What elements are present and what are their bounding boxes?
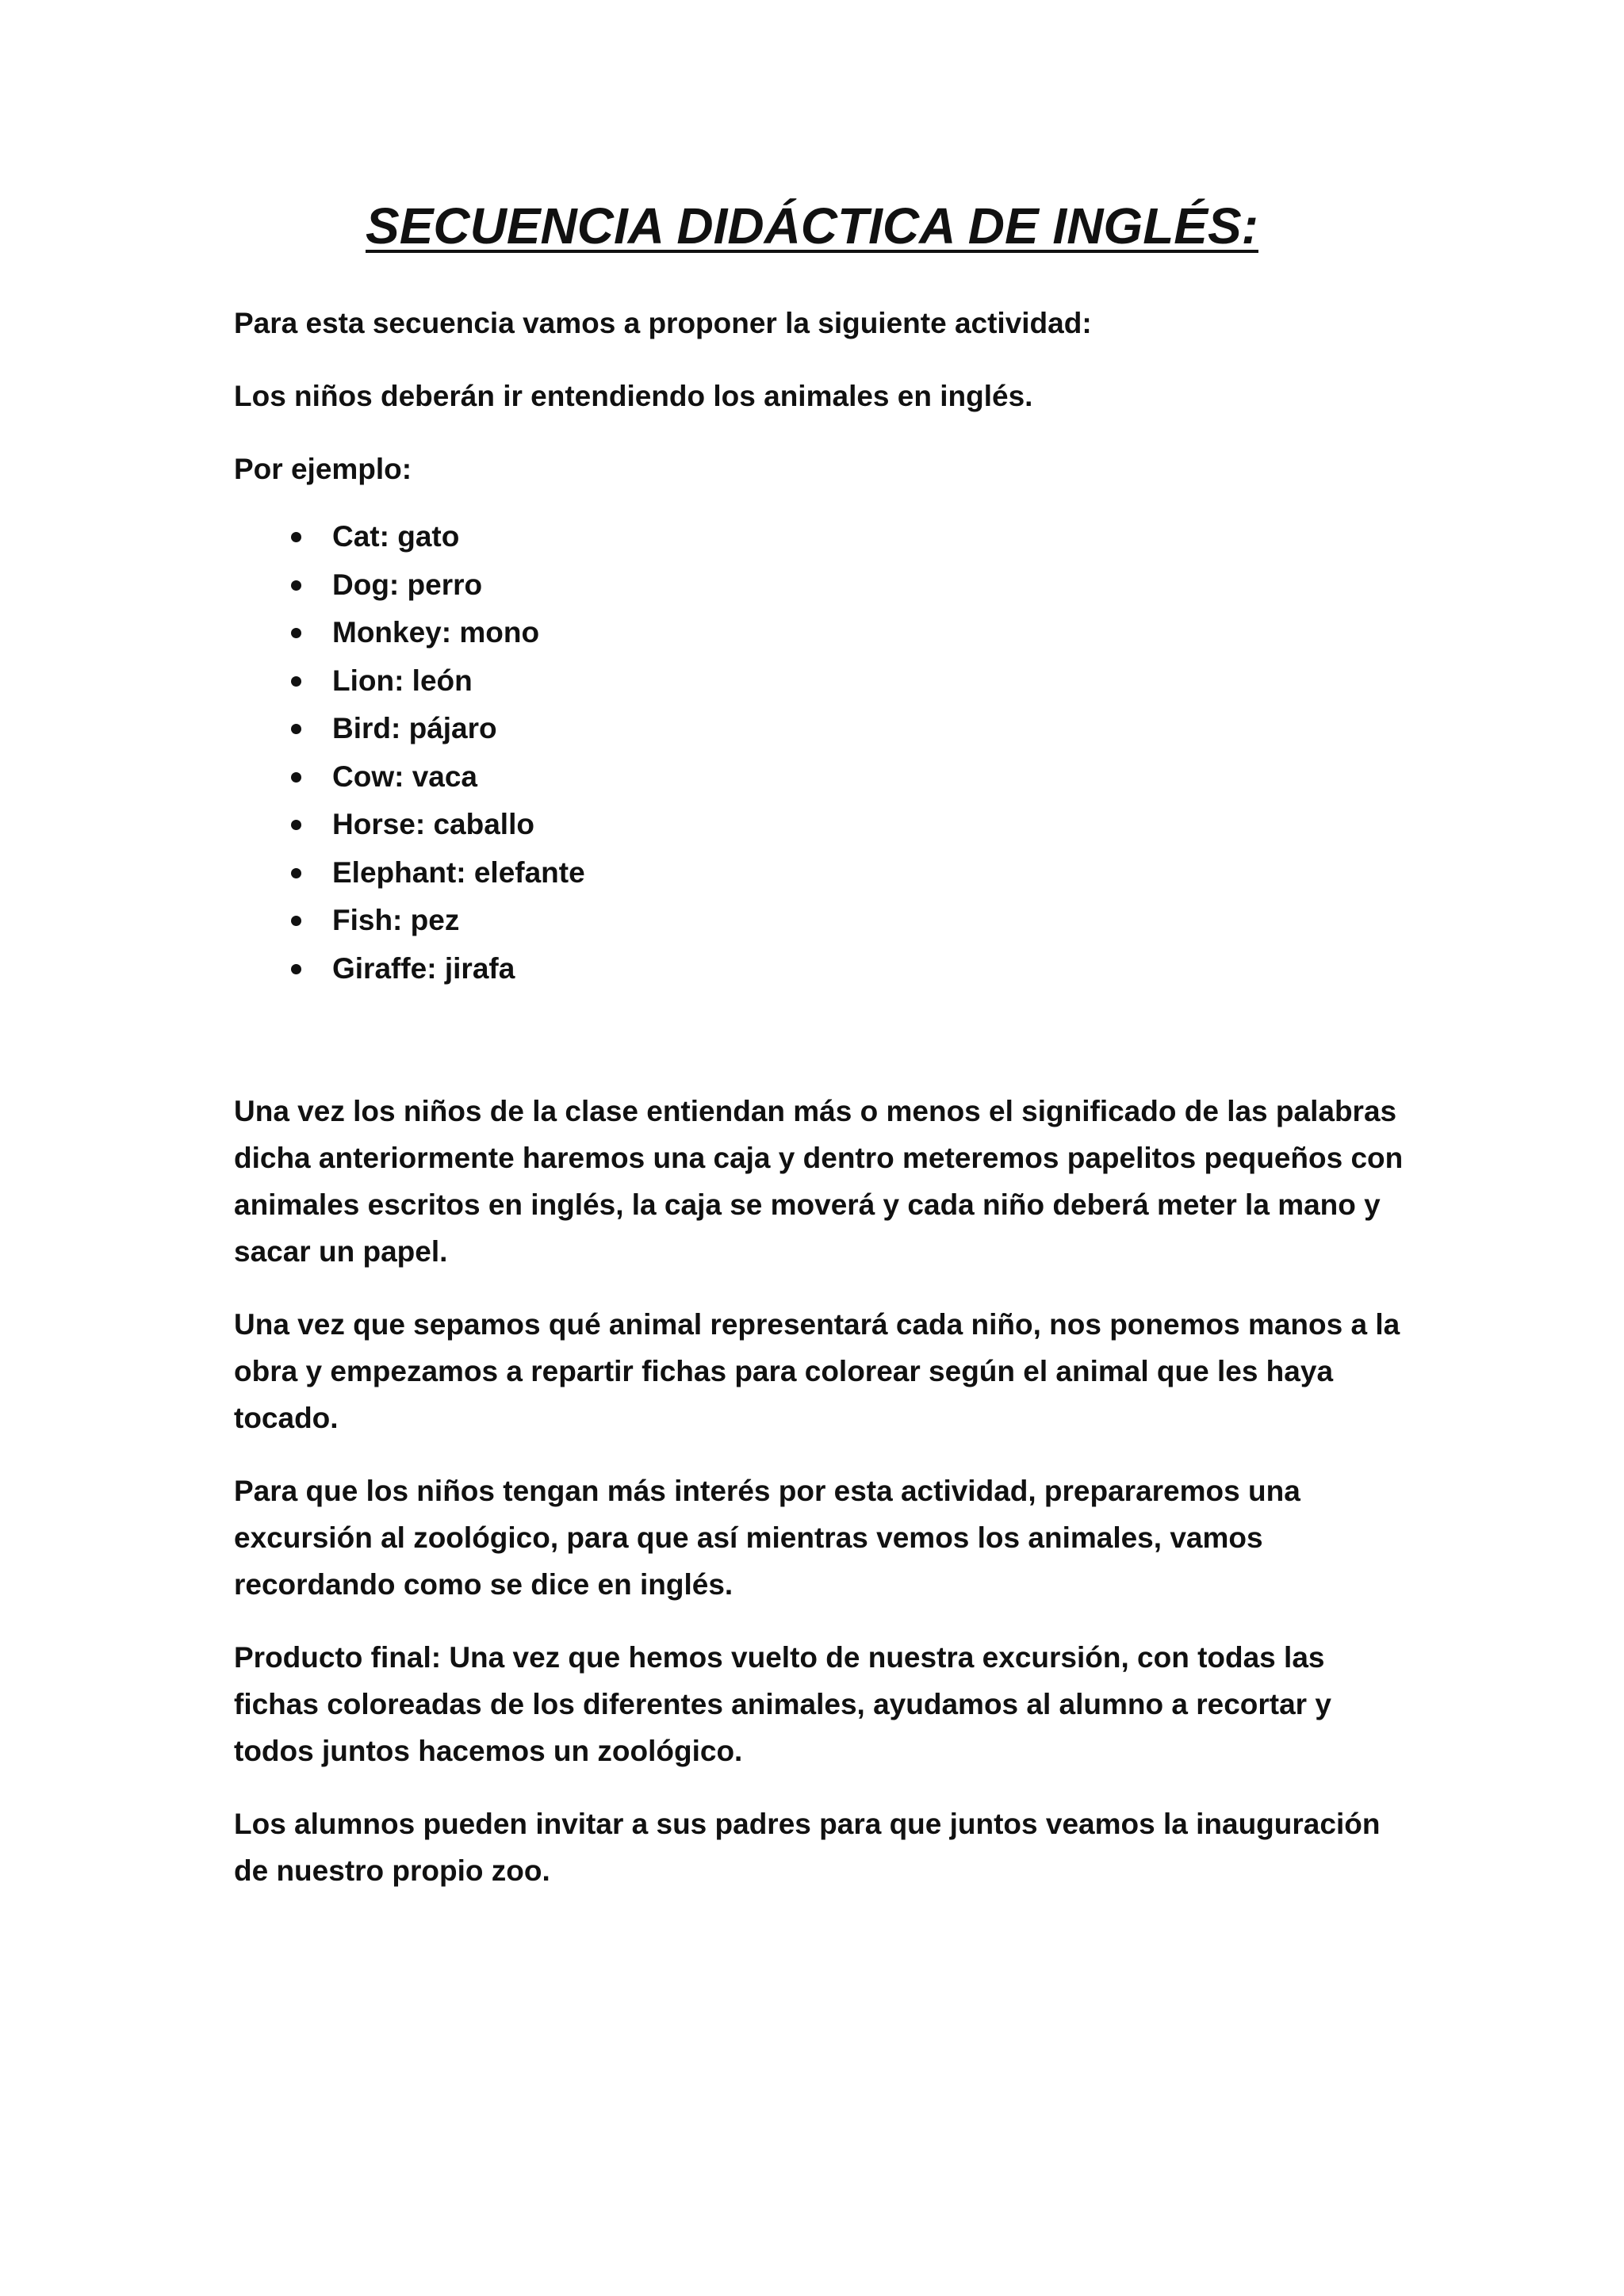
list-item-text: Elephant: elefante (332, 855, 585, 889)
list-item (234, 705, 1408, 753)
bullet-icon (291, 820, 301, 830)
body-paragraph-5: Los alumnos pueden invitar a sus padres para que juntos veamos la inauguración de nuestro propio zoo. (234, 1808, 1381, 1887)
bullet-icon (291, 916, 301, 926)
list-item-text: Cow: vaca (332, 760, 478, 793)
list-item-text: Giraffe: jirafa (332, 951, 515, 985)
bullet-icon (291, 724, 301, 734)
document-title: SECUENCIA DIDÁCTICA DE INGLÉS: (366, 197, 1258, 254)
document-body (234, 300, 1408, 1920)
list-item (234, 561, 1408, 610)
intro-paragraph-3: Por ejemplo: (234, 453, 412, 485)
intro-paragraph-1: Para esta secuencia vamos a proponer la siguiente actividad: (234, 307, 1092, 339)
list-item-text: Horse: caballo (332, 808, 534, 840)
bullet-icon (291, 532, 301, 542)
body-paragraph-2: Una vez que sepamos qué animal representará cada niño, nos ponemos manos a la obra y empezamos a repartir fichas para colorear según el animal que les haya tocado. (234, 1308, 1400, 1434)
intro-paragraph-2: Los niños deberán ir entendiendo los animales en inglés. (234, 380, 1033, 412)
list-item (234, 513, 1408, 561)
bullet-icon (291, 628, 301, 638)
list-item (234, 801, 1408, 849)
list-item-text: Bird: pájaro (332, 712, 497, 744)
bullet-icon (291, 868, 301, 878)
body-paragraph-3: Para que los niños tengan más interés por esta actividad, prepararemos una excursión al zoológico, para que así mientras vemos los animales, vamos recordando como se dice en inglés. (234, 1475, 1300, 1601)
body-paragraph-1: Una vez los niños de la clase entiendan más o menos el significado de las palabras dicha anteriormente haremos una caja y dentro meteremos papelitos pequeños con animales escritos en inglés, la caja se moverá y cada niño deberá meter la mano y sacar un papel. (234, 1095, 1404, 1268)
list-item (234, 897, 1408, 945)
list-item (234, 609, 1408, 657)
body-paragraph-4: Producto final: Una vez que hemos vuelto de nuestra excursión, con todas las fichas coloreadas de los diferentes animales, ayudamos al alumno a recortar y todos juntos hacemos un zoológico. (234, 1641, 1331, 1767)
bullet-icon (291, 772, 301, 783)
list-item (234, 753, 1408, 802)
list-item-text: Lion: león (332, 664, 473, 697)
list-item-text: Cat: gato (332, 520, 460, 553)
list-item-text: Monkey: mono (332, 616, 540, 649)
animal-list (234, 513, 1408, 993)
list-item (234, 945, 1408, 993)
list-item (234, 849, 1408, 897)
bullet-icon (291, 580, 301, 591)
bullet-icon (291, 964, 301, 974)
bullet-icon (291, 676, 301, 687)
list-item-text: Dog: perro (332, 568, 483, 601)
list-item (234, 657, 1408, 706)
list-item-text: Fish: pez (332, 904, 460, 936)
section-spacer (234, 993, 1408, 1088)
